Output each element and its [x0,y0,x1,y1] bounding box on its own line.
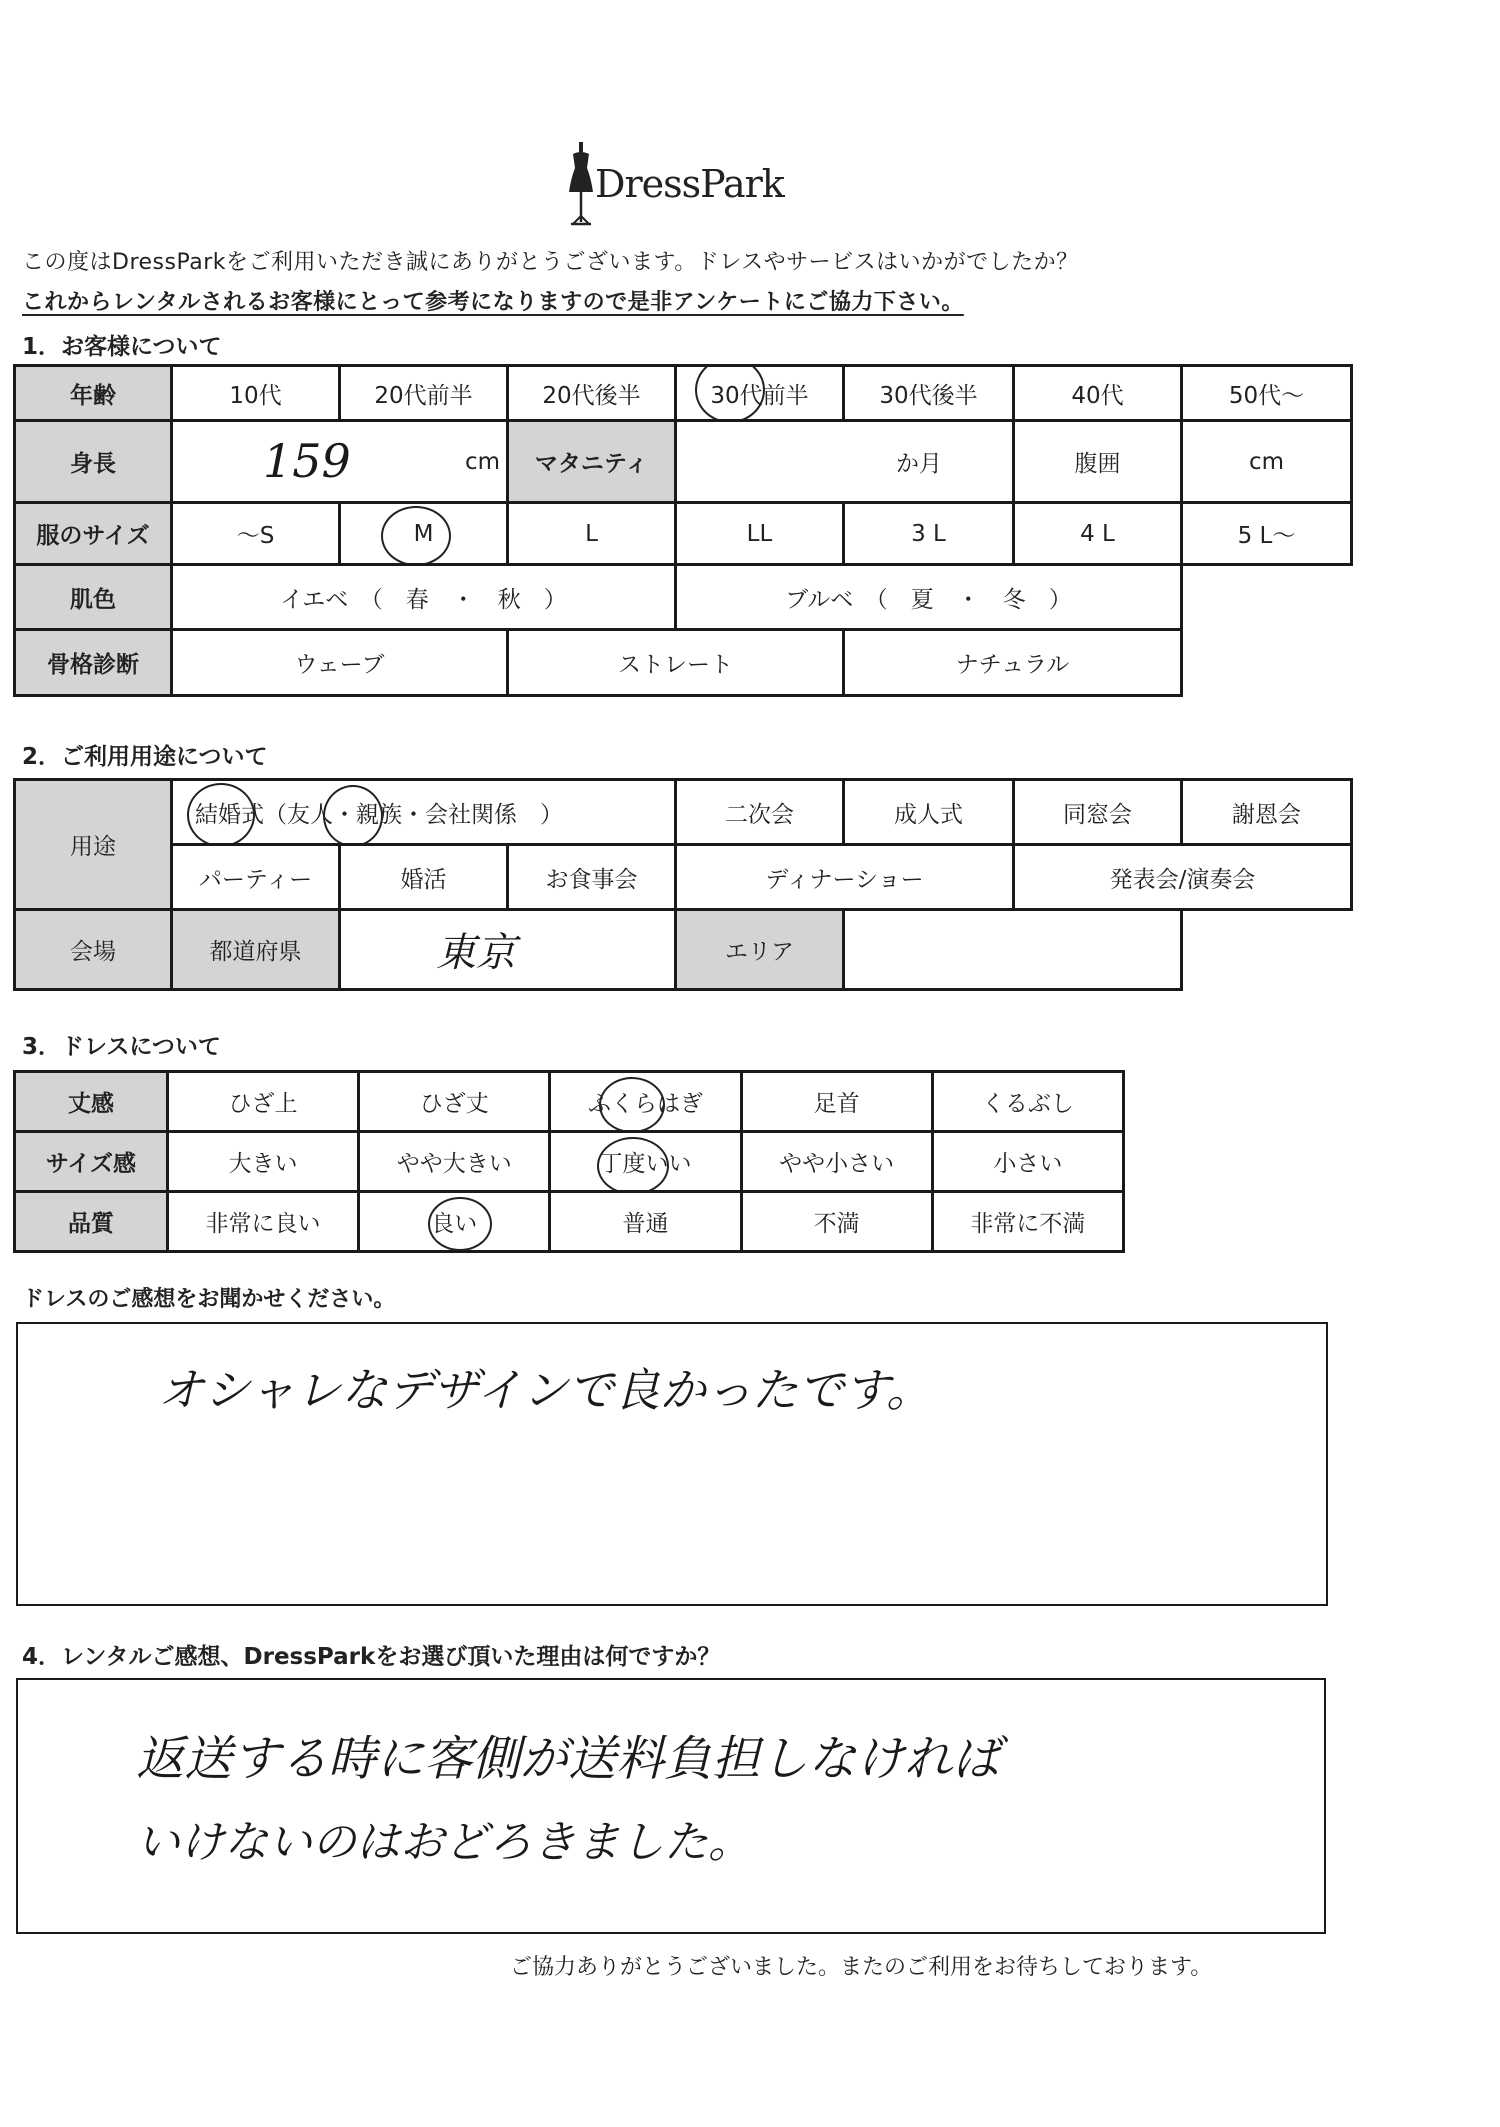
size-option[interactable]: 〜S [172,503,340,565]
quality-option[interactable]: 非常に良い [167,1192,358,1252]
purpose-option[interactable]: 謝恩会 [1182,780,1352,845]
selection-circle [187,783,255,845]
impression-prompt: ドレスのご感想をお聞かせください。 [22,1287,396,1312]
area-field[interactable] [844,910,1182,990]
age-label: 年齢 [15,366,172,421]
impression-textarea[interactable] [16,1322,1328,1606]
age-option[interactable]: 40代 [1014,366,1182,421]
wedding-option[interactable] [172,780,676,845]
quality-option-selected[interactable] [359,1192,550,1252]
age-option[interactable]: 30代後半 [844,366,1014,421]
length-option-label: ふくらはぎ [587,1091,703,1117]
impression-answer: オシャレなデザインで良かったです。 [158,1363,933,1417]
skin-warm-option[interactable]: イエベ （ 春 ・ 秋 ） [172,565,676,630]
length-label: 丈感 [15,1072,168,1132]
fit-option[interactable]: やや小さい [741,1132,932,1192]
height-value: 159 [263,434,351,488]
quality-option-label: 良い [431,1211,478,1237]
month-unit: か月 [896,451,942,477]
length-option[interactable]: 足首 [741,1072,932,1132]
customer-table [13,364,1353,697]
length-option[interactable]: ひざ上 [167,1072,358,1132]
selection-circle [381,506,451,565]
fit-option-label: 丁度いい [599,1151,692,1177]
length-option[interactable]: ひざ丈 [359,1072,550,1132]
size-option[interactable]: 4 L [1014,503,1182,565]
section3-title: 3．ドレスについて [22,1034,221,1060]
quality-label: 品質 [15,1192,168,1252]
height-label: 身長 [15,421,172,503]
age-option[interactable]: 10代 [172,366,340,421]
intro-line2: これからレンタルされるお客様にとって参考になりますので是非アンケートにご協力下さい。 [22,290,964,315]
relatives-company-label: ・親族・会社関係 ） [333,801,563,828]
purpose-option[interactable]: 二次会 [676,780,844,845]
purpose-option[interactable]: ディナーショー [676,845,1014,910]
logo-text: DressPark [595,162,784,206]
selection-circle [597,1137,669,1192]
body-option[interactable]: ナチュラル [844,630,1182,696]
reason-answer-line2: いけないのはおどろきました。 [136,1817,752,1868]
blank-cell [1182,565,1352,630]
body-option[interactable]: ストレート [508,630,844,696]
fit-option-selected[interactable] [550,1132,741,1192]
size-option-selected[interactable] [340,503,508,565]
selection-circle [323,785,383,845]
prefecture-label: 都道府県 [172,910,340,990]
fit-option[interactable]: 大きい [167,1132,358,1192]
purpose-table [13,778,1353,991]
purpose-option[interactable]: 発表会/演奏会 [1014,845,1352,910]
intro-line1: この度はDressParkをご利用いただき誠にありがとうございます。ドレスやサービスはいかがでしたか？ [22,250,1079,275]
area-label: エリア [676,910,844,990]
maternity-month-field[interactable] [676,421,1014,503]
age-option[interactable]: 50代〜 [1182,366,1352,421]
selection-circle [695,366,765,421]
purpose-option[interactable]: 成人式 [844,780,1014,845]
purpose-label: 用途 [15,780,172,910]
reason-textarea[interactable] [16,1678,1326,1934]
section4-title: 4．レンタルご感想、DressParkをお選び頂いた理由は何ですか？ [22,1644,721,1670]
waist-unit[interactable]: cm [1182,421,1352,503]
purpose-option[interactable]: 婚活 [340,845,508,910]
skin-label: 肌色 [15,565,172,630]
footer-thanks: ご協力ありがとうございました。またのご利用をお待ちしております。 [510,1955,1213,1980]
quality-option[interactable]: 普通 [550,1192,741,1252]
size-option[interactable]: 5 L〜 [1182,503,1352,565]
blank-cell [1182,910,1352,990]
size-option[interactable]: 3 L [844,503,1014,565]
fit-option[interactable]: 小さい [932,1132,1123,1192]
length-option-selected[interactable] [550,1072,741,1132]
size-option[interactable]: L [508,503,676,565]
age-option[interactable]: 20代後半 [508,366,676,421]
selection-circle [428,1197,492,1251]
age-option-selected[interactable] [676,366,844,421]
body-label: 骨格診断 [15,630,172,696]
body-option[interactable]: ウェーブ [172,630,508,696]
section1-title: 1．お客様について [22,334,222,360]
reason-answer-line1: 返送する時に客側が送料負担しなければ [136,1731,1001,1787]
height-unit: cm [464,448,500,475]
size-label: 服のサイズ [15,503,172,565]
age-option[interactable]: 20代前半 [340,366,508,421]
size-option[interactable]: LL [676,503,844,565]
venue-label: 会場 [15,910,172,990]
dress-table [13,1070,1125,1253]
selection-circle [599,1077,665,1132]
waist-label: 腹囲 [1014,421,1182,503]
length-option[interactable]: くるぶし [932,1072,1123,1132]
quality-option[interactable]: 非常に不満 [932,1192,1123,1252]
fit-label: サイズ感 [15,1132,168,1192]
section2-title: 2．ご利用用途について [22,744,268,770]
purpose-option[interactable]: 同窓会 [1014,780,1182,845]
friend-label: 友人 [287,801,333,828]
skin-cool-option[interactable]: ブルベ （ 夏 ・ 冬 ） [676,565,1182,630]
maternity-label: マタニティ [508,421,676,503]
height-field[interactable] [172,421,508,503]
size-option-label: M [413,520,434,547]
purpose-option[interactable]: パーティー [172,845,340,910]
purpose-option[interactable]: お食事会 [508,845,676,910]
age-option-label: 30代前半 [710,382,809,409]
quality-option[interactable]: 不満 [741,1192,932,1252]
fit-option[interactable]: やや大きい [359,1132,550,1192]
wedding-label: 結婚式 [195,801,264,828]
paren-open: （ [264,801,287,828]
prefecture-value: 東京 [436,930,516,976]
blank-cell [1182,630,1352,696]
prefecture-field[interactable] [340,910,676,990]
